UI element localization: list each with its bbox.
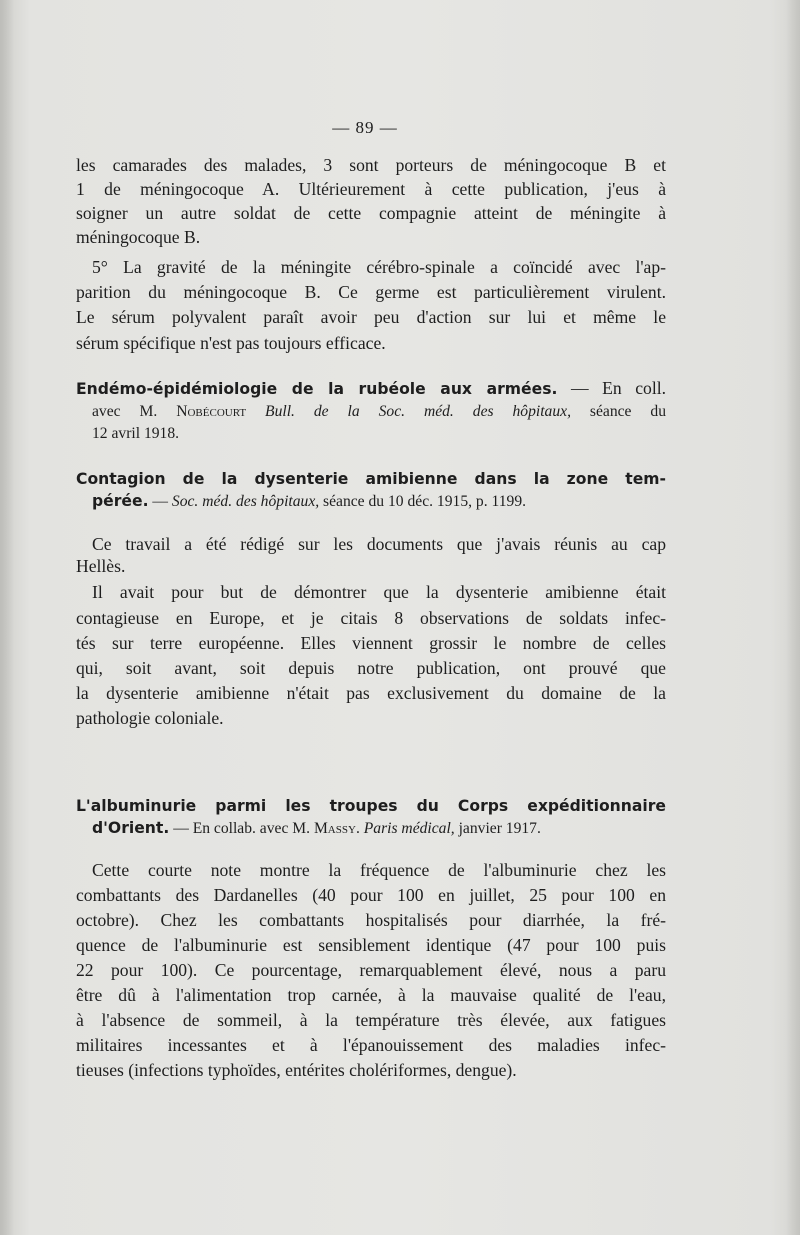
paragraph-line: Il avait pour but de démontrer que la dysenterie amibienne était [92, 582, 666, 602]
paragraph-line: 22 pour 100). Ce pourcentage, remarquablement élevé, nous a paru [76, 960, 666, 980]
entry-heading-line [76, 376, 666, 401]
entry-title: pérée. [92, 492, 149, 510]
paragraph-line: tieuses (infections typhoïdes, entérites cholériformes, dengue). [76, 1060, 517, 1080]
paragraph-line: à l'absence de sommeil, à la température très élevée, aux fatigues [76, 1010, 666, 1030]
entry-collab: — En coll. [557, 378, 666, 398]
paragraph-line: contagieuse en Europe, et je citais 8 observations de soldats infec- [76, 608, 666, 628]
paragraph-line: les camarades des malades, 3 sont porteurs de méningocoque B et [76, 155, 666, 175]
paragraph-line: 5° La gravité de la méningite cérébro-spinale a coïncidé avec l'ap- [92, 257, 666, 277]
entry-reference-line [92, 400, 666, 424]
entry-date: 12 avril 1918. [92, 425, 180, 442]
paragraph-line: octobre). Chez les combattants hospitalisés pour diarrhée, la fré- [76, 910, 666, 930]
paragraph-line: parition du méningocoque B. Ce germe est particulièrement virulent. [76, 282, 666, 302]
entry-ref-text: — [148, 493, 172, 510]
paragraph-line: Cette courte note montre la fréquence de l'albuminurie chez les [92, 860, 666, 880]
entry-journal: Paris médical, [359, 820, 455, 837]
paragraph-line: la dysenterie amibienne n'était pas exclusivement du domaine de la [76, 683, 666, 703]
paragraph-line: qui, soit avant, soit depuis notre publication, ont prouvé que [76, 658, 666, 678]
paragraph-line: Ce travail a été rédigé sur les documents que j'avais réunis au cap [92, 534, 666, 554]
paragraph-line: militaires incessantes et à l'épanouissement des maladies infec- [76, 1035, 666, 1055]
entry-journal: Soc. méd. des hôpitaux, [171, 493, 320, 510]
entry-title: L'albuminurie parmi les troupes du Corps expéditionnaire [76, 797, 666, 815]
paragraph-line: sérum spécifique n'est pas toujours efficace. [76, 333, 386, 353]
entry-title: d'Orient. [92, 819, 170, 837]
entry-reference-line [92, 816, 682, 841]
entry-journal: Bull. de la Soc. méd. des hôpitaux, [246, 403, 571, 420]
paragraph-line: pathologie coloniale. [76, 708, 224, 728]
entry-title: Contagion de la dysenterie amibienne dans la zone tem- [76, 470, 666, 488]
scan-edge-right [786, 0, 800, 1235]
page-number: — 89 — [332, 118, 398, 137]
entry-ref-text: séance du [570, 403, 666, 420]
entry-author: Nobécourt [176, 403, 247, 420]
entry-author: Massy [313, 820, 356, 837]
paragraph-line: Le sérum polyvalent paraît avoir peu d'action sur lui et même le [76, 307, 666, 327]
paragraph-line: soigner un autre soldat de cette compagnie atteint de méningite à [76, 203, 666, 223]
scan-edge-left [0, 0, 14, 1235]
entry-ref-text: janvier 1917. [454, 820, 541, 837]
entry-ref-text: avec M. [92, 403, 177, 420]
entry-ref-text: séance du 10 déc. 1915, p. 1199. [319, 493, 527, 510]
entry-ref-text: — En collab. avec M. [169, 820, 314, 837]
entry-ref-text: . [355, 820, 360, 837]
entry-reference-line [92, 489, 682, 514]
paragraph-line: méningocoque B. [76, 227, 201, 247]
paragraph-line: Hellès. [76, 556, 126, 576]
paragraph-line: être dû à l'alimentation trop carnée, à la mauvaise qualité de l'eau, [76, 985, 666, 1005]
paragraph-line: tés sur terre européenne. Elles viennent grossir le nombre de celles [76, 633, 666, 653]
paragraph-line: 1 de méningocoque A. Ultérieurement à cette publication, j'eus à [76, 179, 666, 199]
paragraph-line: quence de l'albuminurie est sensiblement identique (47 pour 100 puis [76, 935, 666, 955]
paragraph-line: combattants des Dardanelles (40 pour 100 en juillet, 25 pour 100 en [76, 885, 666, 905]
entry-title: Endémo-épidémiologie de la rubéole aux armées. [76, 380, 558, 398]
